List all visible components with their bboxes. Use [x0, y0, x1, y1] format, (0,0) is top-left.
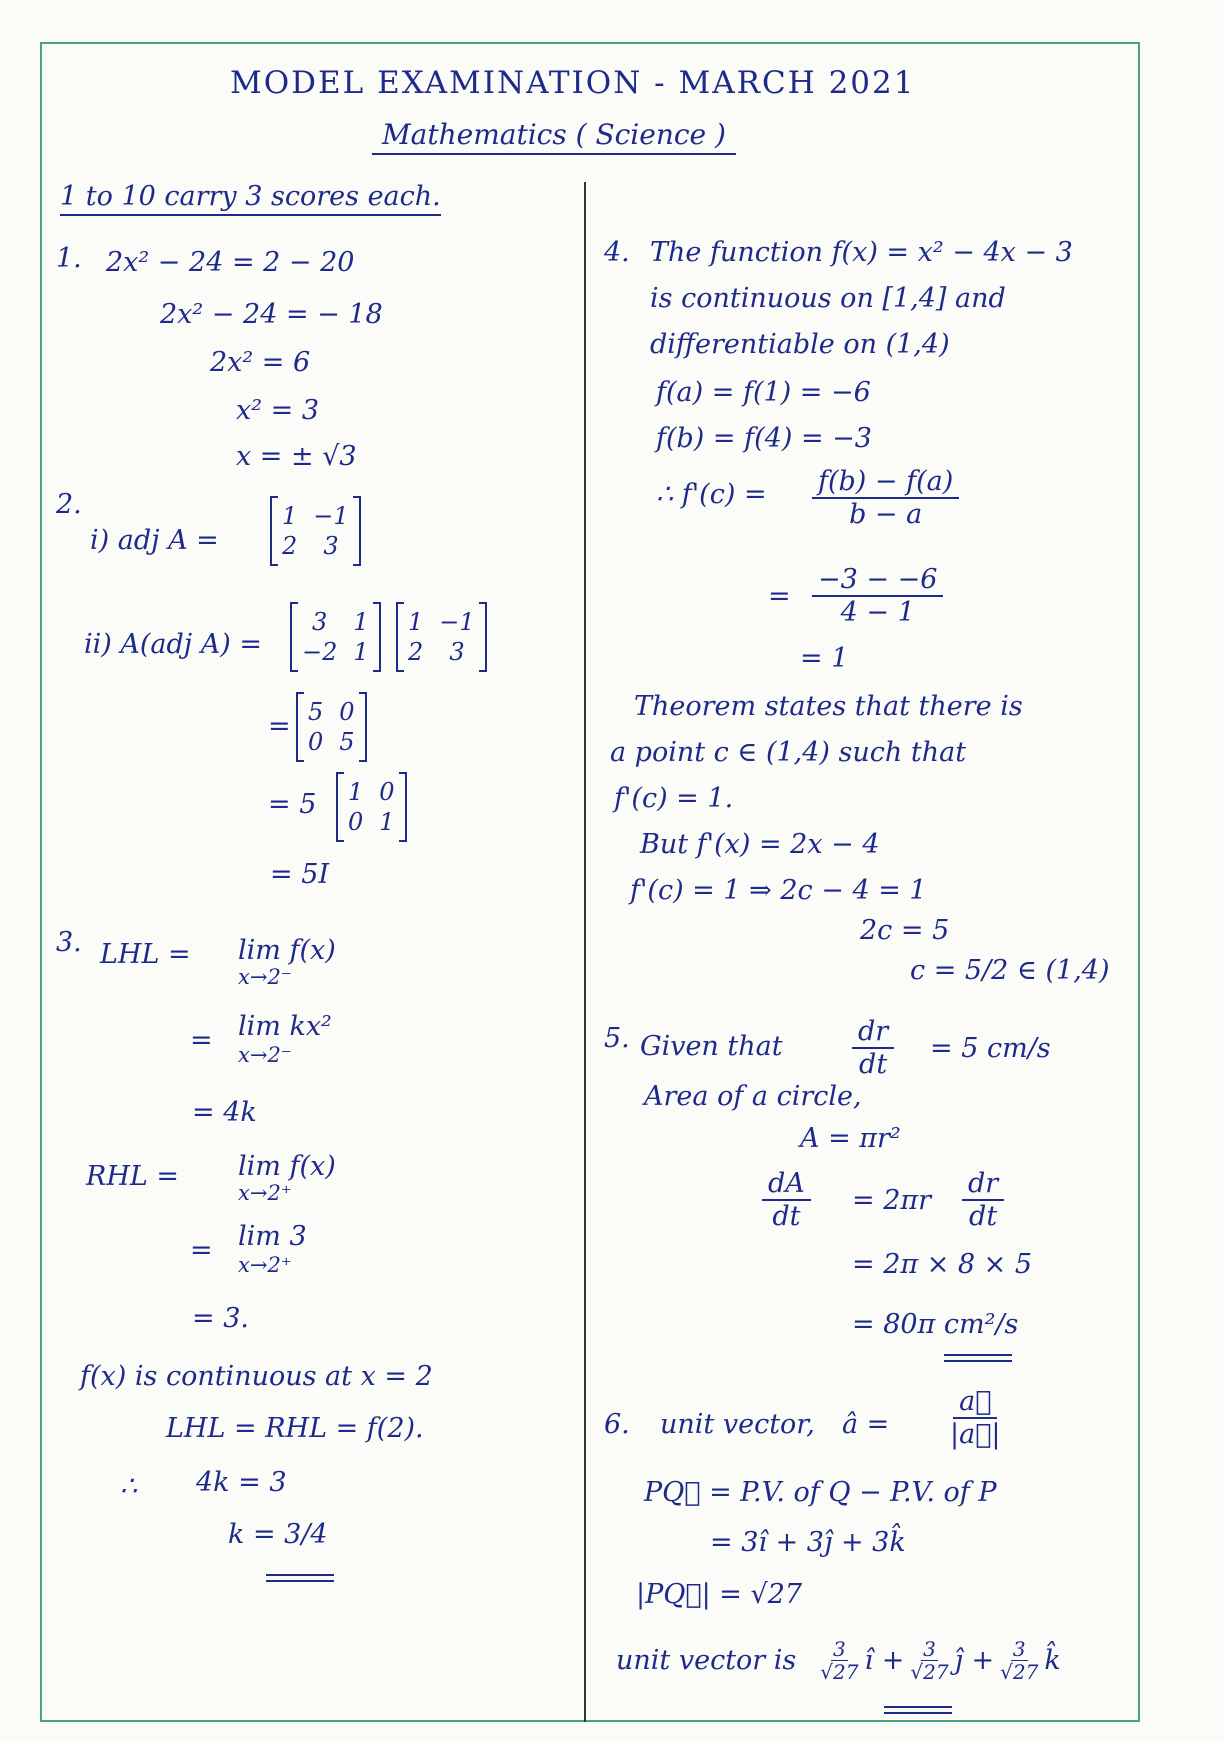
q1-line: 2x² = 6: [210, 347, 311, 378]
double-underline: [884, 1706, 952, 1714]
fraction-denominator: 4 − 1: [840, 597, 915, 628]
therefore-sign: ∴: [120, 1471, 138, 1502]
adj-matrix: [270, 498, 361, 564]
mvt-fraction: [812, 564, 943, 628]
q5-line: Area of a circle,: [644, 1081, 862, 1112]
q3-line: 4k = 3: [196, 1467, 287, 1498]
q6-line: â =: [842, 1409, 890, 1440]
limit-sub: x→2⁻: [238, 1043, 292, 1067]
matrix-cell: 5: [308, 698, 324, 726]
coefficient-fraction: [1000, 1638, 1038, 1683]
q6-answer: [616, 1638, 1061, 1683]
matrix-cell: 0: [379, 778, 395, 806]
q2-final: = 5I: [270, 859, 330, 890]
q4-line: is continuous on [1,4] and: [650, 283, 1006, 314]
fraction-denominator: dt: [969, 1201, 998, 1232]
q5-given-value: = 5 cm/s: [930, 1033, 1051, 1064]
q4-number: 4.: [604, 237, 630, 268]
equals-sign: =: [768, 581, 791, 612]
rate-fraction: [962, 1168, 1004, 1232]
rate-fraction: [852, 1016, 894, 1080]
matrix-cell: 3: [323, 532, 339, 560]
fraction-denominator: dt: [772, 1201, 801, 1232]
fraction-numerator: f(b) − f(a): [812, 466, 959, 499]
matrix-cell: 5: [339, 728, 355, 756]
q6-line: PQ⃗ = P.V. of Q − P.V. of P: [644, 1477, 997, 1508]
unit-vector-fraction: [950, 1386, 1001, 1450]
coefficient-fraction: [820, 1638, 858, 1683]
q4-line: ∴ f'(c) =: [656, 479, 767, 510]
fraction-denominator: |a⃗|: [950, 1419, 1001, 1450]
column-divider: [584, 182, 586, 1722]
theorem-line: 2c = 5: [860, 915, 950, 946]
matrix-cell: 2: [282, 532, 298, 560]
matrix-cell: 3: [449, 638, 465, 666]
q2-part-i: i) adj A =: [90, 525, 219, 556]
q1-number: 1.: [56, 243, 82, 274]
matrix-cell: 2: [408, 638, 424, 666]
q4-line: differentiable on (1,4): [650, 329, 950, 360]
theorem-line: f'(c) = 1.: [614, 783, 734, 814]
q5-answer: = 80π cm²/s: [852, 1309, 1019, 1340]
q6-number: 6.: [604, 1409, 630, 1440]
q4-answer: c = 5/2 ∈ (1,4): [910, 955, 1110, 986]
k-unit: k̂: [1044, 1644, 1061, 1676]
q4-line: f(b) = f(4) = −3: [656, 423, 872, 454]
fraction-numerator: 3: [923, 1637, 936, 1661]
q5-given: Given that: [640, 1031, 783, 1062]
q6-line: = 3î + 3ĵ + 3k̂: [710, 1527, 906, 1558]
limit-expression: lim 3: [238, 1221, 307, 1252]
matrix-cell: 1: [353, 638, 369, 666]
scalar-five: = 5: [268, 789, 317, 820]
j-unit: ĵ +: [954, 1644, 995, 1676]
lhl-limit-sub: x→2⁻: [238, 965, 292, 989]
rhl-result: = 3.: [192, 1303, 249, 1334]
i-unit: î +: [864, 1644, 905, 1676]
rhl-limit-sub: x→2⁺: [238, 1181, 292, 1205]
coefficient-fraction: [910, 1638, 948, 1683]
matrix-cell: −1: [439, 608, 475, 636]
q3-answer: k = 3/4: [228, 1519, 328, 1550]
matrix-cell: 0: [308, 728, 324, 756]
equals-sign: =: [190, 1235, 213, 1266]
q6-answer-label: unit vector is: [616, 1644, 797, 1676]
fraction-numerator: −3 − −6: [812, 564, 943, 597]
q4-line: f(a) = f(1) = −6: [656, 377, 871, 408]
matrix-cell: 1: [379, 808, 395, 836]
limit-expression: lim kx²: [238, 1011, 332, 1042]
fraction-denominator: b − a: [849, 499, 923, 530]
lhl-limit: lim f(x): [238, 935, 336, 966]
theorem-line: But f'(x) = 2x − 4: [640, 829, 880, 860]
q5-line: A = πr²: [800, 1123, 901, 1154]
exam-title: MODEL EXAMINATION - MARCH 2021: [230, 65, 916, 101]
theorem-line: Theorem states that there is: [634, 691, 1023, 722]
fraction-numerator: a⃗: [953, 1386, 997, 1419]
double-underline: [944, 1354, 1012, 1362]
equals-sign: =: [268, 711, 291, 742]
subject-title: Mathematics ( Science ): [372, 120, 736, 155]
q6-line: |PQ⃗| = √27: [636, 1579, 803, 1610]
identity-matrix: [336, 774, 407, 840]
fraction-numerator: dr: [962, 1168, 1004, 1201]
equals-sign: =: [190, 1025, 213, 1056]
q5-line: = 2π × 8 × 5: [852, 1249, 1033, 1280]
q6-line: unit vector,: [660, 1409, 815, 1440]
q4-line: The function f(x) = x² − 4x − 3: [650, 237, 1073, 268]
fraction-numerator: dA: [762, 1168, 811, 1201]
q5-line: = 2πr: [852, 1185, 932, 1216]
matrix-cell: 3: [312, 608, 328, 636]
q4-line: = 1: [800, 643, 849, 674]
derivative-fraction: [762, 1168, 811, 1232]
q1-line: x² = 3: [236, 395, 320, 426]
q5-number: 5.: [604, 1023, 630, 1054]
fraction-numerator: dr: [852, 1016, 894, 1049]
matrix-cell: 1: [408, 608, 424, 636]
double-underline: [266, 1574, 334, 1582]
matrix-cell: −2: [302, 638, 338, 666]
matrix-cell: 0: [348, 808, 364, 836]
matrix-cell: 1: [353, 608, 369, 636]
theorem-line: f'(c) = 1 ⇒ 2c − 4 = 1: [630, 875, 927, 906]
rhl-label: RHL =: [86, 1161, 180, 1192]
lhl-result: = 4k: [192, 1097, 257, 1128]
lhl-label: LHL =: [100, 939, 191, 970]
mvt-fraction: [812, 466, 959, 530]
fraction-numerator: 3: [1012, 1637, 1026, 1661]
q1-line: 2x² − 24 = 2 − 20: [106, 247, 355, 278]
result-matrix: [296, 694, 367, 760]
matrix-cell: 1: [348, 778, 364, 806]
matrix-cell: −1: [313, 502, 349, 530]
q1-line: 2x² − 24 = − 18: [160, 299, 383, 330]
instruction: 1 to 10 carry 3 scores each.: [60, 182, 441, 216]
adj-matrix: [396, 604, 487, 670]
limit-sub: x→2⁺: [238, 1253, 292, 1277]
fraction-denominator: dt: [859, 1049, 888, 1080]
theorem-line: a point c ∈ (1,4) such that: [610, 737, 967, 768]
fraction-denominator: √27: [910, 1660, 949, 1684]
matrix-cell: 0: [339, 698, 355, 726]
q2-number: 2.: [56, 489, 82, 520]
q3-number: 3.: [56, 927, 82, 958]
matrix-cell: 1: [282, 502, 298, 530]
continuity-statement: f(x) is continuous at x = 2: [80, 1361, 433, 1392]
fraction-numerator: 3: [833, 1637, 846, 1661]
rhl-limit: lim f(x): [238, 1151, 336, 1182]
fraction-denominator: √27: [820, 1660, 859, 1684]
fraction-denominator: √27: [1000, 1660, 1039, 1684]
q1-line: x = ± √3: [236, 441, 357, 472]
q2-part-ii: ii) A(adj A) =: [84, 629, 262, 660]
continuity-condition: LHL = RHL = f(2).: [166, 1413, 424, 1444]
matrix-a: [290, 604, 381, 670]
